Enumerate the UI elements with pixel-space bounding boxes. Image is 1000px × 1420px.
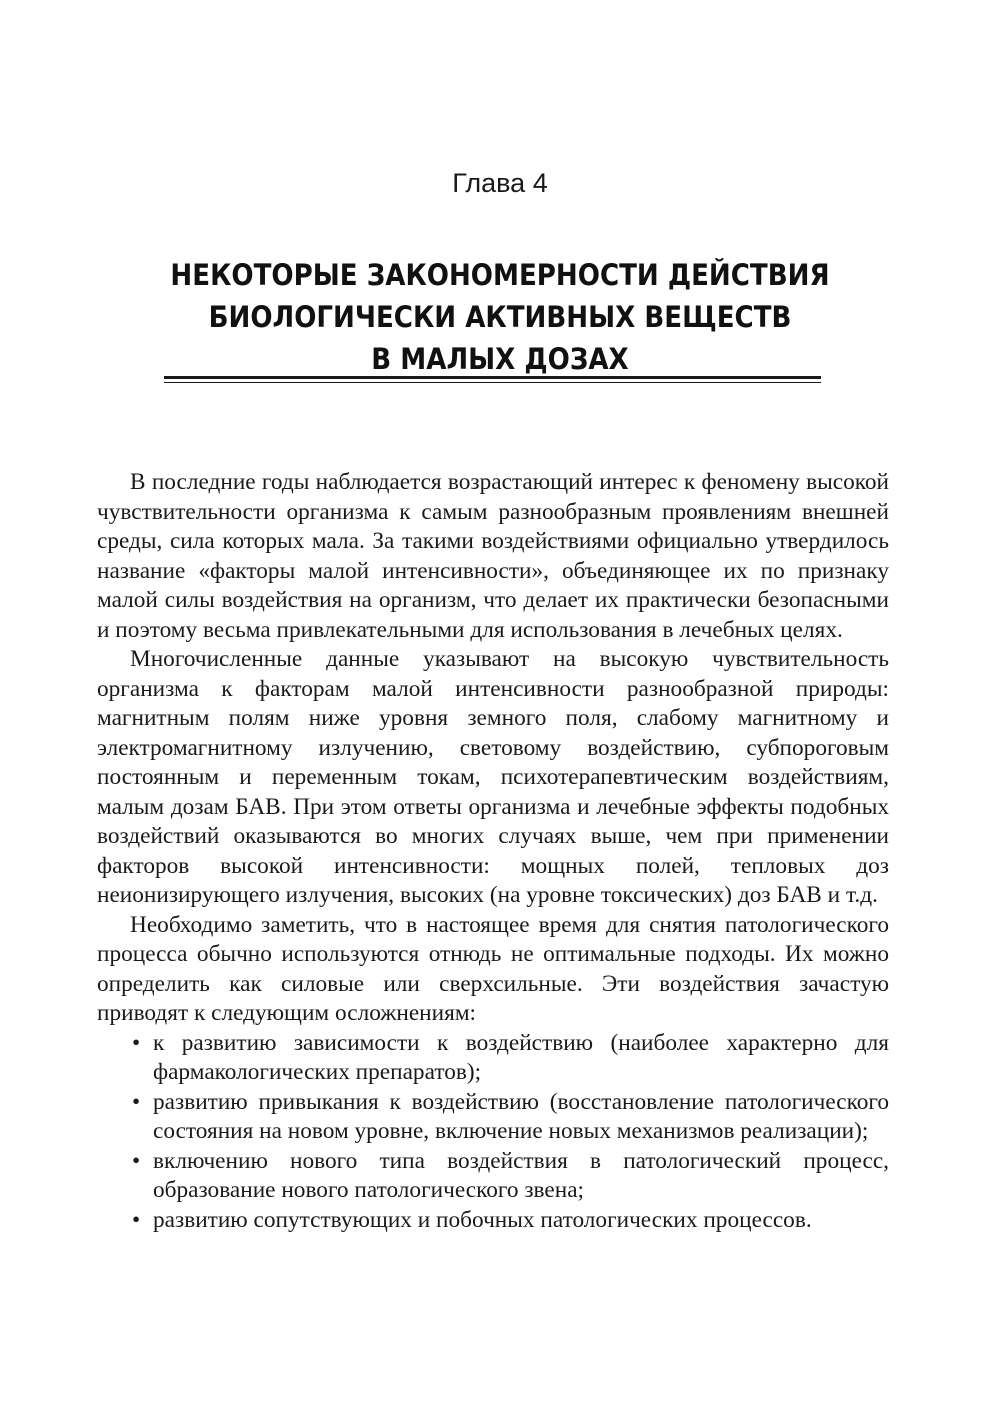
chapter-title-line: БИОЛОГИЧЕСКИ АКТИВНЫХ ВЕЩЕСТВ — [208, 300, 792, 334]
body-text — [97, 468, 889, 1235]
title-rule-thin — [164, 382, 821, 383]
chapter-title-line: В МАЛЫХ ДОЗАХ — [371, 342, 629, 376]
list-item — [97, 1088, 889, 1147]
bullet-icon: • — [132, 1029, 141, 1056]
paragraph: Необходимо заметить, что в настоящее время для снятия патологического процесса обычно используются отнюдь не оптимальные подходы. Их можно определить как силовые или сверхсильные. Эти воздействия зачастую приводят к следующим осложнениям: — [97, 911, 889, 1026]
chapter-title-line: НЕКОТОРЫЕ ЗАКОНОМЕРНОСТИ ДЕЙСТВИЯ — [170, 258, 830, 292]
list-item-text: включению нового типа воздействия в патологический процесс, образование нового патологического звена; — [153, 1147, 889, 1203]
bullet-icon: • — [132, 1206, 141, 1233]
bullet-icon: • — [132, 1088, 141, 1115]
list-item — [97, 1147, 889, 1206]
list-item — [97, 1029, 889, 1088]
list-item-text: к развитию зависимости к воздействию (наиболее характерно для фармакологических препаратов); — [153, 1029, 889, 1085]
list-item-text: развитию привыкания к воздействию (восстановление патологического состояния на новом уровне, включение новых механизмов реализации); — [153, 1088, 889, 1144]
bullet-icon: • — [132, 1147, 141, 1174]
paragraph: В последние годы наблюдается возрастающий интерес к феномену высокой чувствительности организма к самым разнообразным проявлениям внешней среды, сила которых мала. За такими воздействиями официально утвердилось название «факторы малой интенсивности», объединяющее их по признаку малой силы воздействия на организм, что делает их практически безопасными и поэтому весьма привлекательными для использования в лечебных целях. — [97, 469, 889, 643]
list-item — [97, 1206, 889, 1236]
list-item-text: развитию сопутствующих и побочных патологических процессов. — [153, 1206, 812, 1233]
chapter-title — [158, 254, 842, 380]
complications-list — [97, 1029, 889, 1236]
chapter-label: Глава 4 — [452, 168, 548, 198]
paragraph: Многочисленные данные указывают на высокую чувствительность организма к факторам малой интенсивности разнообразной природы: магнитным полям ниже уровня земного поля, слабому магнитному и электромагнитному излучению, световому воздействию, субпороговым постоянным и переменным токам, психотерапевтическим воздействиям, малым дозам БАВ. При этом ответы организма и лечебные эффекты подобных воздействий оказываются во многих случаях выше, чем при применении факторов высокой интенсивности: мощных полей, тепловых доз неионизирующего излучения, высоких (на уровне токсических) доз БАВ и т.д. — [97, 646, 889, 908]
